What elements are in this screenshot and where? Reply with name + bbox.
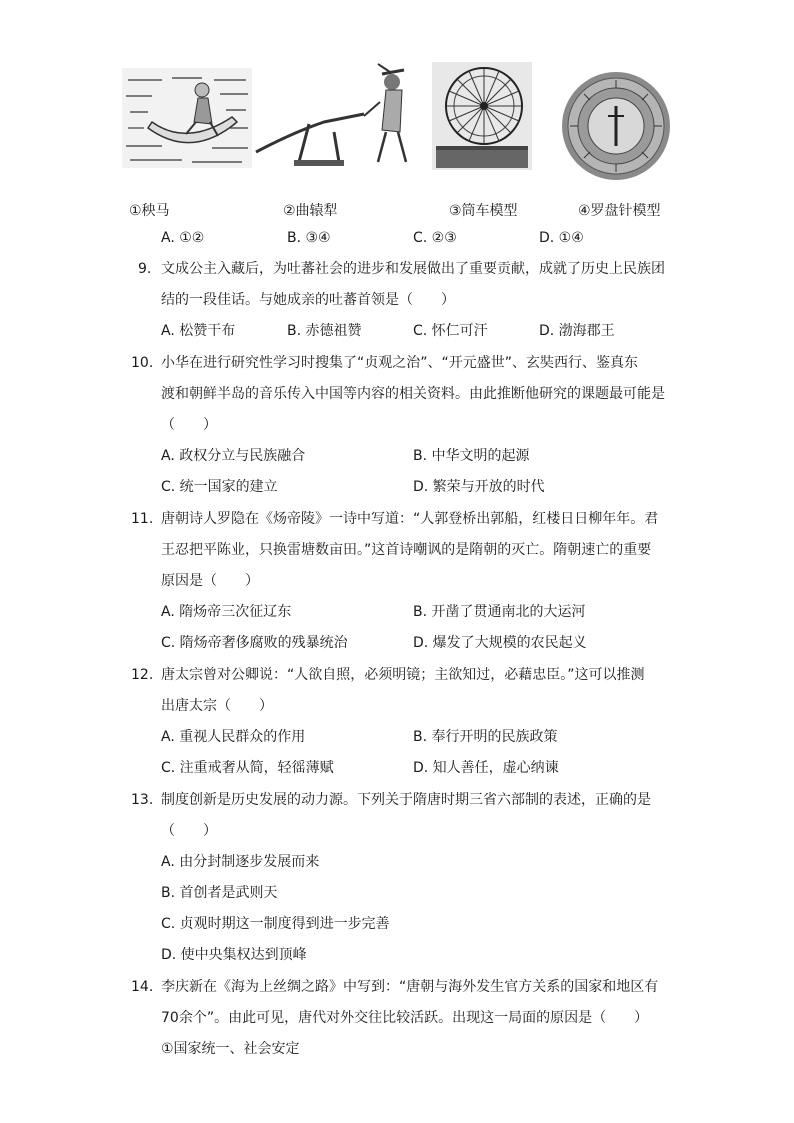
question-text: 渡和朝鲜半岛的音乐传入中国等内容的相关资料。由此推断他研究的课题最可能是 bbox=[161, 386, 665, 402]
question-text: 原因是（ ） bbox=[161, 573, 259, 589]
option-a: A. 由分封制逐步发展而来 bbox=[161, 854, 320, 870]
tongche-image bbox=[432, 62, 532, 196]
question-text: 出唐太宗（ ） bbox=[161, 698, 273, 714]
question-number: 13. bbox=[131, 792, 154, 808]
question-text: （ ） bbox=[161, 823, 217, 839]
option-c: C. 统一国家的建立 bbox=[161, 479, 278, 495]
yangma-image bbox=[122, 62, 252, 196]
question-text: （ ） bbox=[161, 417, 217, 433]
q8-option-a: A. ①② bbox=[161, 230, 205, 246]
question-number: 11. bbox=[131, 511, 154, 527]
question-text: 70余个”。由此可见，唐代对外交往比较活跃。出现这一局面的原因是（ ） bbox=[161, 1010, 649, 1026]
compass-image bbox=[560, 62, 672, 196]
question-text: 文成公主入藏后，为吐蕃社会的进步和发展做出了重要贡献，成就了历史上民族团 bbox=[161, 261, 665, 277]
option-a: A. 政权分立与民族融合 bbox=[161, 448, 306, 464]
question-number: 12. bbox=[131, 667, 154, 683]
option-c: C. 隋炀帝奢侈腐败的残暴统治 bbox=[161, 635, 348, 651]
q8-option-d: D. ①④ bbox=[539, 230, 584, 246]
caption-tongche: ③筒车模型 bbox=[449, 203, 518, 219]
question-text: 结的一段佳话。与她成亲的吐蕃首领是（ ） bbox=[161, 292, 455, 308]
question-number: 10. bbox=[131, 355, 154, 371]
question-number: 9. bbox=[138, 261, 152, 277]
option-b: B. 首创者是武则天 bbox=[161, 885, 278, 901]
option-c: C. 注重戒奢从简，轻徭薄赋 bbox=[161, 760, 334, 776]
option-d: D. 爆发了大规模的农民起义 bbox=[413, 635, 587, 651]
option-b: B. 开凿了贯通南北的大运河 bbox=[413, 604, 586, 620]
question-text: ①国家统一、社会安定 bbox=[161, 1041, 300, 1057]
caption-compass: ④罗盘针模型 bbox=[578, 203, 661, 219]
question-number: 14. bbox=[131, 979, 154, 995]
option-a: A. 松赞干布 bbox=[161, 323, 236, 339]
option-d: D. 使中央集权达到顶峰 bbox=[161, 947, 307, 963]
question-text: 唐朝诗人罗隐在《炀帝陵》一诗中写道：“人郭登桥出郭船，红楼日日柳年年。君 bbox=[161, 511, 659, 527]
option-c: C. 贞观时期这一制度得到进一步完善 bbox=[161, 916, 390, 932]
question-text: 小华在进行研究性学习时搜集了“贞观之治”、“开元盛世”、玄奘西行、鉴真东 bbox=[161, 355, 639, 371]
caption-yangma: ①秧马 bbox=[129, 203, 170, 219]
option-d: D. 渤海郡王 bbox=[539, 323, 615, 339]
option-a: A. 重视人民群众的作用 bbox=[161, 729, 306, 745]
option-d: D. 繁荣与开放的时代 bbox=[413, 479, 545, 495]
quyuanli-image bbox=[254, 62, 418, 196]
option-c: C. 怀仁可汗 bbox=[413, 323, 488, 339]
option-b: B. 奉行开明的民族政策 bbox=[413, 729, 558, 745]
q8-option-b: B. ③④ bbox=[287, 230, 331, 246]
option-a: A. 隋炀帝三次征辽东 bbox=[161, 604, 292, 620]
question-text: 王忍把平陈业，只换雷塘数亩田。”这首诗嘲讽的是隋朝的灭亡。隋朝速亡的重要 bbox=[161, 542, 652, 558]
option-b: B. 中华文明的起源 bbox=[413, 448, 530, 464]
q8-option-c: C. ②③ bbox=[413, 230, 457, 246]
question-text: 制度创新是历史发展的动力源。下列关于隋唐时期三省六部制的表述，正确的是 bbox=[161, 792, 651, 808]
question-text: 李庆新在《海为上丝绸之路》中写到：“唐朝与海外发生官方关系的国家和地区有 bbox=[161, 979, 659, 995]
option-d: D. 知人善任，虚心纳谏 bbox=[413, 760, 559, 776]
caption-quyuanli: ②曲辕犁 bbox=[283, 203, 338, 219]
question-text: 唐太宗曾对公卿说：“人欲自照，必须明镜；主欲知过，必藉忠臣。”这可以推测 bbox=[161, 667, 645, 683]
option-b: B. 赤德祖赞 bbox=[287, 323, 362, 339]
